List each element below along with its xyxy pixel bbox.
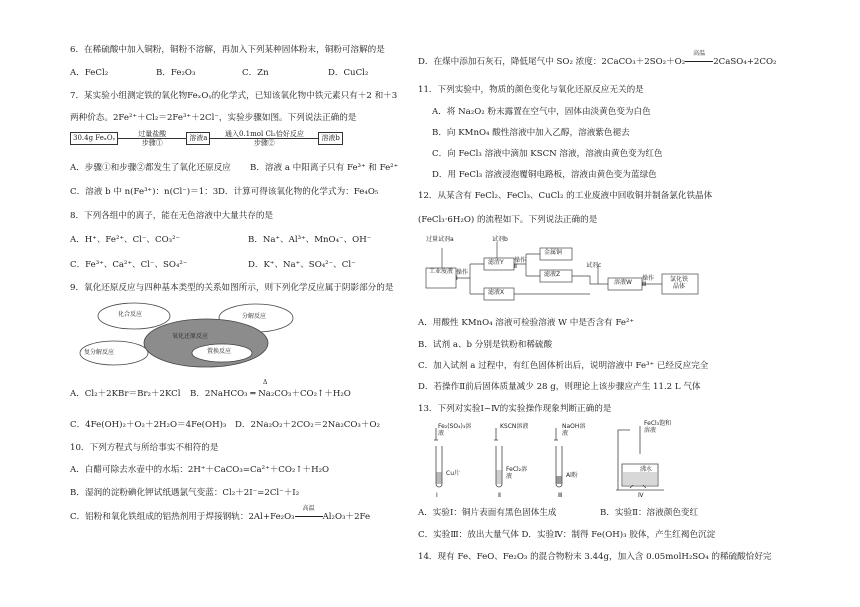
- q12-metal-cu: 金属铜: [544, 249, 563, 256]
- q11-option-d: D．用 FeCl₃ 溶液浸泡覆铜电路板，溶液由黄色变为蓝绿色: [432, 170, 657, 180]
- tube1-content: Cu片: [446, 470, 460, 477]
- q10-option-c-post: Al₂O₃＋2Fe: [322, 512, 371, 522]
- q12-filtrate-z: 滤液Z: [544, 271, 561, 278]
- venn-label-double: 复分解反应: [84, 349, 115, 356]
- q10-option-d-condition: [685, 50, 713, 68]
- q12-option-d: D．若操作Ⅱ前后固体质量减少 28 g，则理论上该步骤应产生 11.2 L 气体: [418, 382, 701, 392]
- q6-options: [70, 68, 408, 79]
- q10-option-a: A．白醋可除去水壶中的水垢：2H⁺＋CaCO₃=Ca²⁺＋CO₂↑＋H₂O: [70, 465, 330, 475]
- q12-stem-line2: (FeCl₃·6H₂O) 的流程如下。下列说法正确的是: [418, 215, 598, 225]
- q7-flow-arrow1: [118, 130, 186, 147]
- q10-option-c: [70, 505, 371, 523]
- q11-stem: 11．下列实验中，物质的颜色变化与氧化还原反应无关的是: [418, 85, 644, 95]
- q12-filtrate-x: 滤液X: [488, 289, 505, 296]
- q7-flow-arrow2: [210, 130, 318, 147]
- venn-label-replacement: 置换反应: [207, 348, 232, 355]
- q12-reagent-a: 过量试剂a: [426, 236, 454, 243]
- q8-option-b: B．Na⁺、Al³⁺、MnO₄⁻、OH⁻: [248, 235, 372, 245]
- q12-reagent-b: 试剂b: [492, 236, 508, 243]
- q13-option-a: A．实验Ⅰ：铜片表面有黑色固体生成: [418, 508, 557, 518]
- venn-label-combination: 化合反应: [118, 311, 143, 318]
- q7-option-c: C．溶液 b 中 n(Fe³⁺)：n(Cl⁻)＝1：3: [70, 187, 219, 197]
- q13-option-b: B．实验Ⅱ：溶液颜色变红: [600, 508, 699, 518]
- q7-flow-end: 溶液b: [318, 132, 342, 145]
- q12-option-a: A．用酸性 KMnO₄ 溶液可检验溶液 W 中是否含有 Fe²⁺: [418, 318, 635, 328]
- q7-stem-line1: 7．某实验小组测定铁的氧化物FeₓOᵧ的化学式，已知该氧化物中铁元素只有＋2 和＋3: [70, 91, 398, 101]
- q7-arrow1-bot: 步骤①: [141, 139, 163, 147]
- q12-crystal: 氯化铁晶体: [669, 276, 688, 290]
- q11-option-c: C．向 FeCl₃ 溶液中滴加 KSCN 溶液，溶液由黄色变为红色: [432, 149, 663, 159]
- q9-option-d: D．2Na₂O₂＋2CO₂＝2Na₂CO₃＋O₂: [235, 420, 380, 430]
- q14-stem: 14．现有 Fe、FeO、Fe₂O₃ 的混合物粉末 3.44g，加入含 0.05molH₂SO₄ 的稀硫酸恰好完: [418, 552, 772, 562]
- tube2-content: FeCl₂溶液: [506, 466, 528, 480]
- q7-flow-start: 30.4g FeₓOᵧ: [70, 132, 118, 145]
- tube3-content: Al粉: [566, 472, 578, 479]
- q6-option-d: D．CuCl₂: [328, 68, 369, 78]
- q10-stem: 10．下列方程式与所给事实不相符的是: [70, 443, 219, 453]
- q12-option-b: B．试剂 a、b 分别是铁粉和稀硫酸: [418, 340, 553, 350]
- q12-reagent-c: 试剂c: [586, 262, 602, 269]
- q6-option-a: A．FeCl₂: [70, 68, 109, 78]
- q10-option-d-post: 2CaSO₄+2CO₂: [713, 57, 777, 67]
- q7-flow-diagram: [70, 130, 343, 147]
- tube1-reagent: Fe₂(SO₄)₃溶液: [438, 423, 472, 437]
- q7-arrow2-bot: 步骤②: [253, 139, 275, 147]
- tube4-num: Ⅳ: [638, 492, 644, 499]
- q9-option-c: C．4Fe(OH)₂＋O₂＋2H₂O＝4Fe(OH)₃: [70, 420, 227, 430]
- q7-option-d: D．计算可得该氧化物的化学式为：Fe₄O₅: [218, 187, 379, 197]
- q10-option-d-cond-text: 高温: [693, 50, 706, 57]
- tube4-content: 沸水: [640, 466, 653, 473]
- q12-op2: 操作Ⅱ: [514, 257, 527, 270]
- q11-option-b: B．向 KMnO₄ 酸性溶液中加入乙醇，溶液紫色褪去: [432, 128, 630, 138]
- q8-stem: 8．下列各组中的离子，能在无色溶液中大量共存的是: [70, 211, 274, 221]
- q10-option-c-cond-text: 高温: [302, 505, 315, 512]
- tube2-reagent: KSCN溶液: [500, 423, 529, 430]
- q6-stem: 6．在稀硫酸中加入铜粉，铜粉不溶解，再加入下列某种固体粉末，铜粉可溶解的是: [70, 45, 385, 55]
- q9-option-a: A．Cl₂＋2KBr＝Br₂＋2KCl: [70, 389, 181, 399]
- q12-solution-w: 溶液W: [614, 279, 632, 286]
- q7-option-a: A．步骤①和步骤②都发生了氧化还原反应: [70, 163, 231, 173]
- q12-waste: 工业废液: [428, 268, 453, 275]
- q10-option-c-condition: [295, 505, 323, 523]
- q10-option-d: [418, 50, 777, 68]
- q9-option-b-cond: Δ: [263, 379, 268, 386]
- q8-option-c: C．Fe³⁺、Ca²⁺、Cl⁻、SO₄²⁻: [70, 260, 188, 270]
- q7-arrow1-top: 过量盐酸: [118, 130, 186, 139]
- q13-option-c: C．实验Ⅲ：放出大量气体 D．实验Ⅳ：制得 Fe(OH)₃ 胶体，产生红褐色沉淀: [418, 530, 716, 540]
- q7-arrow2-top: 通入0.1mol Cl₂恰好反应: [210, 130, 318, 139]
- q7-flow-mid: 溶液a: [186, 132, 210, 145]
- q9-stem: 9．氧化还原反应与四种基本类型的关系如图所示，则下列化学反应属于阴影部分的是: [70, 283, 394, 293]
- q12-option-c: C．加入试剂 a 过程中，有红色固体析出后，说明溶液中 Fe³⁺ 已经反应完全: [418, 361, 709, 371]
- q7-stem-line2: 两种价态。2Fe²⁺＋Cl₂＝2Fe³⁺＋2Cl⁻，实验步骤如图。下列说法正确的是: [70, 113, 357, 123]
- q12-filtrate-y: 滤渣Y: [488, 259, 504, 266]
- q8-option-d: D．K⁺、Na⁺、SO₄²⁻、Cl⁻: [248, 260, 356, 270]
- tube2-num: Ⅱ: [498, 492, 501, 499]
- q12-op3: 操作Ⅲ: [642, 275, 655, 288]
- venn-label-decomposition: 分解反应: [242, 313, 267, 320]
- q10-option-c-pre: C．铝粉和氧化铁组成的铝热剂用于焊接钢轨：2Al+Fe₂O₃: [70, 512, 295, 522]
- q8-option-a: A．H⁺、Fe²⁺、Cl⁻、CO₃²⁻: [70, 235, 181, 245]
- q10-option-d-pre: D．在煤中添加石灰石，降低尾气中 SO₂ 浓度：2CaCO₃＋2SO₂＋O₂: [418, 57, 686, 67]
- q11-option-a: A．将 Na₂O₂ 粉末露置在空气中，固体由淡黄色变为白色: [432, 107, 651, 117]
- tube4-reagent: FeCl₃饱和溶液: [644, 420, 672, 434]
- q10-option-b: B．湿润的淀粉碘化钾试纸遇氯气变蓝：Cl₂＋2I⁻=2Cl⁻＋I₂: [70, 488, 300, 498]
- tube1-num: Ⅰ: [436, 492, 438, 499]
- q6-option-c: C．Zn: [242, 68, 269, 78]
- tube3-reagent: NaOH溶液: [562, 423, 586, 437]
- q9-option-b: B．2NaHCO₃ ═ Na₂CO₃＋CO₂↑＋H₂O: [190, 389, 351, 399]
- q12-op1: 操作Ⅰ: [456, 269, 469, 282]
- tube3-num: Ⅲ: [558, 492, 563, 499]
- q7-option-b: B．溶液 a 中阳离子只有 Fe³⁺ 和 Fe²⁺: [250, 163, 399, 173]
- q13-stem: 13．下列对实验Ⅰ~Ⅳ的实验操作现象判断正确的是: [418, 404, 612, 414]
- venn-label-redox: 氧化还原反应: [172, 333, 209, 340]
- q6-option-b: B．Fe₂O₃: [156, 68, 196, 78]
- q12-stem-line1: 12．从某含有 FeCl₂、FeCl₃、CuCl₂ 的工业废液中回收铜并制备氯化铁晶体: [418, 191, 713, 201]
